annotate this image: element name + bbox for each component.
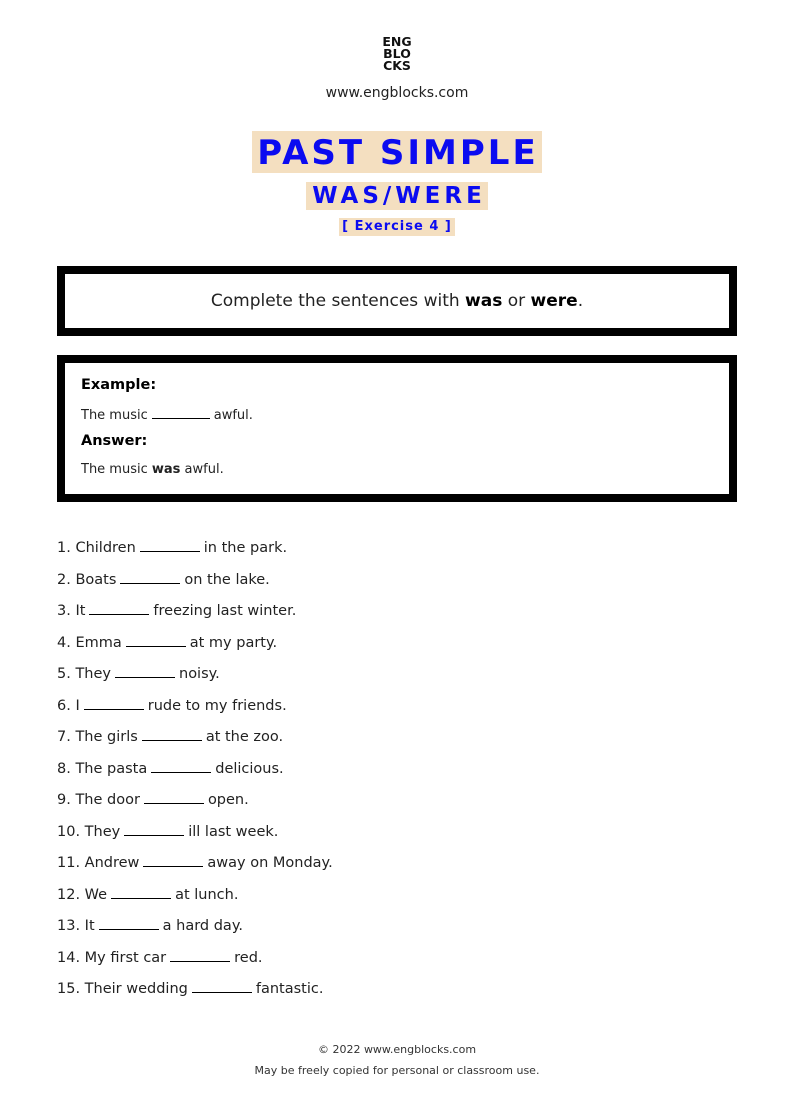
item-text-before: 13. It [57, 918, 95, 934]
item-text-before: 11. Andrew [57, 855, 140, 871]
page-subtitle: WAS/WERE [306, 182, 488, 210]
logo-line: CKS [383, 58, 411, 73]
answer-blank[interactable] [115, 664, 175, 678]
example-sentence: The music awful. [81, 408, 253, 423]
item-text-before: 7. The girls [57, 729, 138, 745]
item-text-before: 12. We [57, 886, 108, 903]
item-text-before: 1. Children [57, 540, 136, 556]
answer-blank[interactable] [143, 853, 203, 867]
item-text-after: open. [207, 792, 249, 808]
answer-blank[interactable] [144, 790, 204, 804]
exercise-item [57, 916, 243, 934]
item-text-after: on the lake. [184, 571, 270, 588]
engblocks-logo [0, 36, 794, 72]
item-text-after: red. [234, 949, 263, 966]
item-text-before: 2. Boats [57, 571, 117, 588]
answer-blank [152, 407, 210, 419]
answer-heading: Answer: [81, 433, 148, 449]
exercise-label: [ Exercise 4 ] [339, 218, 455, 236]
site-url: www.engblocks.com [325, 85, 469, 101]
answer-blank[interactable] [84, 696, 144, 710]
example-heading: Example: [81, 377, 157, 393]
exercise-item [57, 696, 287, 714]
item-text-after: in the park. [203, 540, 288, 556]
answer-blank[interactable] [192, 979, 252, 993]
footer-copyright: © 2022 www.engblocks.com [317, 1043, 477, 1056]
answer-blank[interactable] [142, 727, 202, 741]
exercise-item [57, 822, 278, 840]
instruction-box [57, 266, 737, 336]
answer-blank[interactable] [111, 885, 171, 899]
item-text-after: at the zoo. [205, 729, 284, 745]
page-title: PAST SIMPLE [252, 131, 541, 173]
exercise-item [57, 570, 270, 588]
exercise-item [57, 948, 263, 966]
answer-blank[interactable] [99, 916, 159, 930]
item-text-after: noisy. [179, 666, 220, 682]
exercise-item [57, 790, 249, 808]
exercise-item [57, 538, 287, 556]
item-text-after: at lunch. [175, 886, 239, 903]
exercise-item [57, 664, 220, 682]
answer-blank[interactable] [140, 538, 200, 552]
item-text-before: 10. They [57, 823, 121, 840]
item-text-after: fantastic. [255, 981, 324, 997]
exercise-item [57, 759, 284, 777]
item-text-after: away on Monday. [207, 855, 333, 871]
exercise-item [57, 727, 283, 745]
logo-line: ENG [382, 34, 412, 49]
item-text-after: at my party. [189, 634, 278, 651]
answer-blank[interactable] [89, 601, 149, 615]
exercise-item [57, 885, 238, 903]
exercise-item [57, 633, 277, 651]
answer-blank[interactable] [126, 633, 186, 647]
item-text-after: rude to my friends. [147, 697, 287, 714]
instruction-text: Complete the sentences with was or were. [210, 291, 584, 311]
answer-sentence: The music was awful. [81, 462, 224, 477]
item-text-before: 9. The door [57, 792, 140, 808]
example-box [57, 355, 737, 502]
exercise-item [57, 979, 323, 997]
exercise-item [57, 853, 333, 871]
answer-blank[interactable] [120, 570, 180, 584]
item-text-before: 3. It [57, 603, 86, 619]
item-text-before: 5. They [57, 666, 111, 682]
answer-blank[interactable] [170, 948, 230, 962]
item-text-after: freezing last winter. [153, 603, 297, 619]
item-text-before: 6. I [57, 697, 80, 714]
item-text-before: 15. Their wedding [57, 981, 188, 997]
answer-blank[interactable] [124, 822, 184, 836]
item-text-before: 14. My first car [57, 949, 167, 966]
footer-note: May be freely copied for personal or classroom use. [254, 1064, 540, 1077]
item-text-after: a hard day. [162, 918, 243, 934]
exercise-item [57, 601, 296, 619]
item-text-before: 8. The pasta [57, 760, 148, 777]
logo-line: BLO [383, 46, 411, 61]
item-text-before: 4. Emma [57, 634, 122, 651]
answer-blank[interactable] [151, 759, 211, 773]
item-text-after: ill last week. [188, 823, 279, 840]
item-text-after: delicious. [215, 760, 284, 777]
